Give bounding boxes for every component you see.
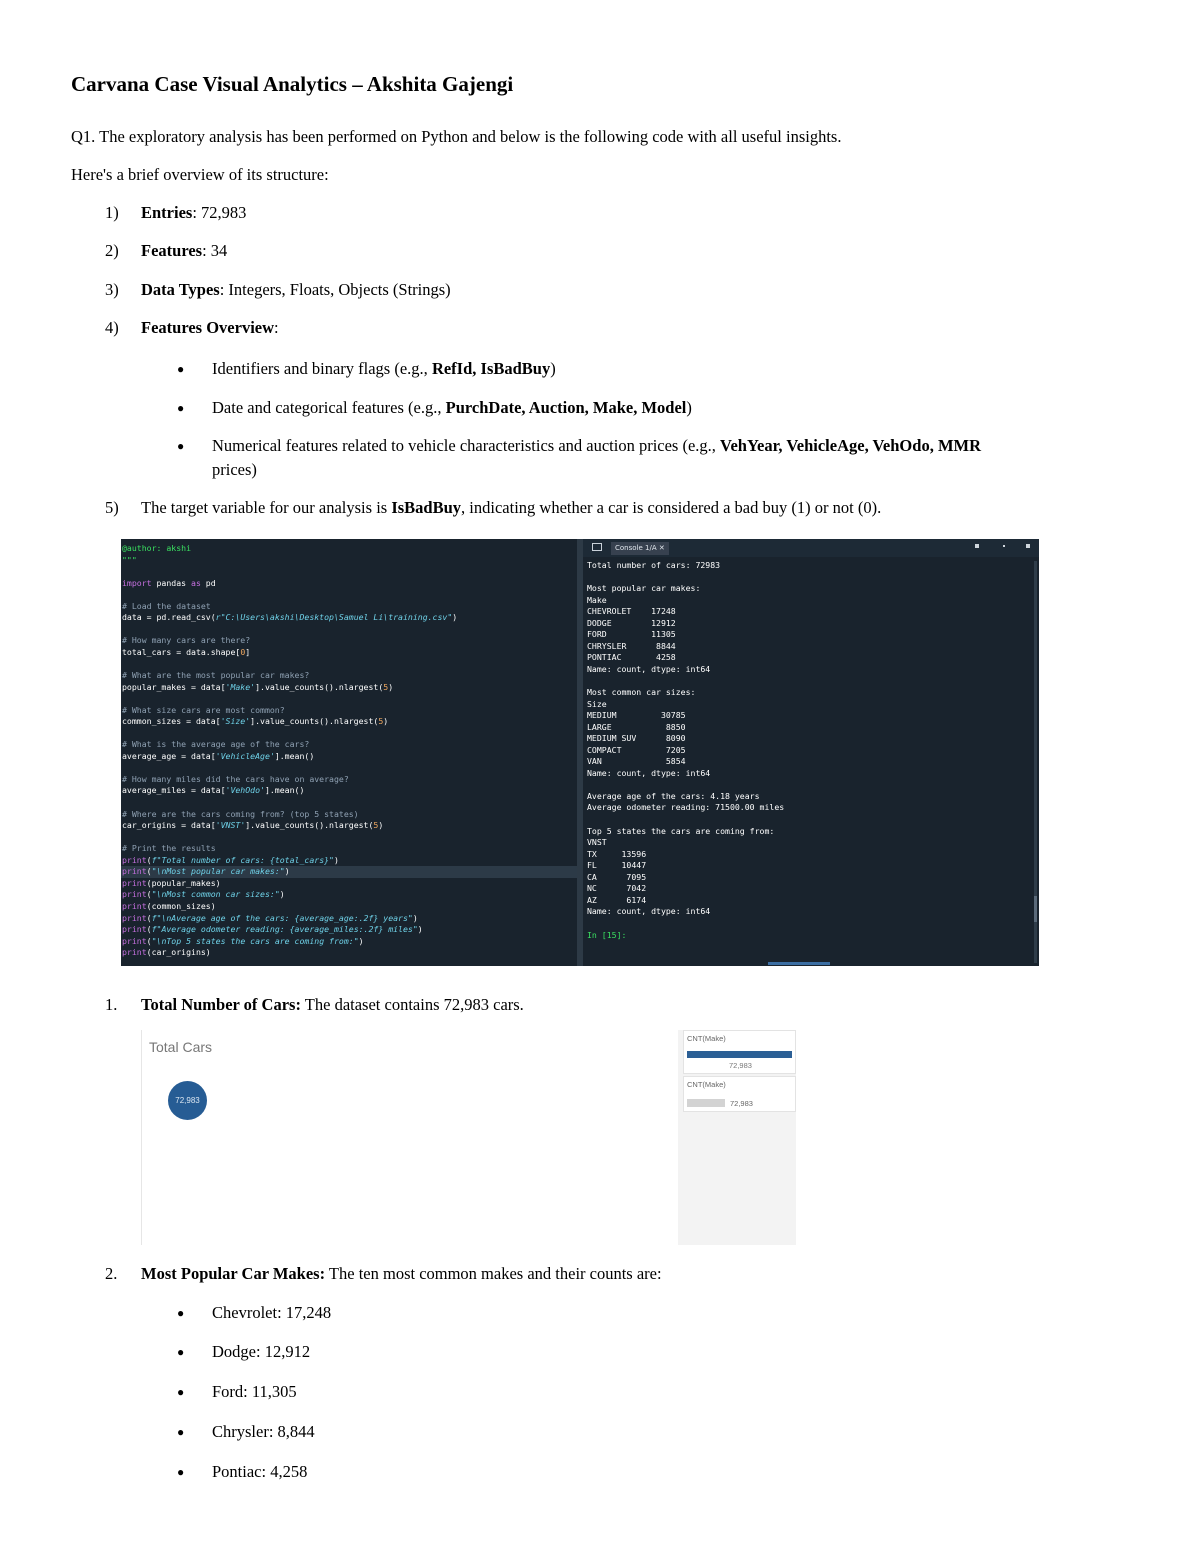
card-value: 72,983 <box>729 1061 752 1070</box>
list-number: 2. <box>105 1264 118 1283</box>
code-line[interactable]: average_age = data['VehicleAge'].mean() <box>122 750 315 761</box>
console-line: TX 13596 <box>587 848 647 859</box>
code-line[interactable]: # How many miles did the cars have on average? <box>122 773 349 784</box>
code-line[interactable] <box>121 589 577 601</box>
list-text: : <box>274 318 279 337</box>
console-line: Top 5 states the cars are coming from: <box>587 825 775 836</box>
console-line: MEDIUM 30785 <box>587 710 686 721</box>
code-line[interactable]: # What is the average age of the cars? <box>122 739 310 750</box>
scrollbar-thumb[interactable] <box>1034 896 1037 922</box>
code-line[interactable] <box>121 566 577 578</box>
code-line[interactable] <box>121 762 577 774</box>
code-line[interactable]: print(f"Total number of cars: {total_cars}") <box>122 854 339 865</box>
bullet-text: Identifiers and binary flags (e.g., RefId, IsBadBuy) <box>212 359 556 378</box>
code-line[interactable]: car_origins = data['VNST'].value_counts().nlargest(5) <box>122 820 384 831</box>
console-line: CHRYSLER 8844 <box>587 640 676 651</box>
code-line[interactable]: average_miles = data['VehOdo'].mean() <box>122 785 305 796</box>
console-line: COMPACT 7205 <box>587 744 686 755</box>
list-number: 1. <box>105 995 118 1014</box>
console-tab[interactable]: Console 1/A ✕ <box>611 542 669 555</box>
make-item: Pontiac: 4,258 <box>212 1462 308 1481</box>
code-editor <box>121 539 577 966</box>
code-line[interactable]: print("\nMost popular car makes:") <box>121 866 577 878</box>
console-line: Size <box>587 698 607 709</box>
console-line <box>587 675 784 687</box>
code-line[interactable] <box>121 658 577 670</box>
list-text: : 72,983 <box>192 203 247 222</box>
code-screenshot <box>121 539 1039 966</box>
list-number: 5) <box>105 498 119 517</box>
console-line: DODGE 12912 <box>587 617 676 628</box>
console-line: VAN 5854 <box>587 756 686 767</box>
code-line[interactable]: print("\nTop 5 states the cars are coming from:") <box>122 935 364 946</box>
code-line[interactable]: popular_makes = data['Make'].value_counts().nlargest(5) <box>122 681 394 692</box>
console-output <box>587 560 784 941</box>
card-label: CNT(Make) <box>687 1034 726 1043</box>
make-item: Dodge: 12,912 <box>212 1342 311 1361</box>
list-number: 3) <box>105 280 119 299</box>
code-line[interactable]: print(car_origins) <box>122 947 211 958</box>
list-text: : 34 <box>202 241 228 260</box>
console-progress <box>768 962 830 965</box>
options-icon[interactable] <box>975 544 979 548</box>
menu-icon[interactable] <box>1026 544 1030 548</box>
code-line[interactable]: common_sizes = data['Size'].value_counts().nlargest(5) <box>122 716 389 727</box>
total-cars-chart <box>141 1030 679 1245</box>
console-line: VNST <box>587 837 607 848</box>
list-number: 4) <box>105 318 119 337</box>
bullet-dot: ● <box>177 362 185 376</box>
bullet-dot: ● <box>177 1465 185 1479</box>
bullet-text: Numerical features related to vehicle characteristics and auction prices (e.g., VehYear, VehicleAge, VehOdo, MMR <box>212 436 982 455</box>
count-bar <box>687 1051 792 1058</box>
ipython-console <box>583 539 1039 966</box>
console-line: AZ 6174 <box>587 894 647 905</box>
console-line: NC 7042 <box>587 883 647 894</box>
bullet-dot: ● <box>177 1385 185 1399</box>
summary-card <box>683 1076 796 1112</box>
q1-paragraph: Q1. The exploratory analysis has been performed on Python and below is the following code with all useful insights. <box>71 127 842 146</box>
summary-panel <box>678 1030 796 1245</box>
bullet-dot: ● <box>177 1306 185 1320</box>
total-cars-dashboard <box>141 1030 796 1245</box>
card-value: 72,983 <box>730 1099 753 1108</box>
code-line[interactable]: print("\nMost common car sizes:") <box>122 889 285 900</box>
bullet-dot: ● <box>177 439 185 453</box>
window-icon <box>592 543 602 551</box>
total-cars-circle[interactable]: 72,983 <box>168 1081 207 1120</box>
bullet-dot: ● <box>177 1425 185 1439</box>
console-line: Most common car sizes: <box>587 687 696 698</box>
code-line[interactable]: print(f"Average odometer reading: {average_miles:.2f} miles") <box>122 924 423 935</box>
code-line[interactable]: # What size cars are most common? <box>122 704 285 715</box>
list-number: 1) <box>105 203 119 222</box>
console-line: Name: count, dtype: int64 <box>587 663 711 674</box>
list-label: Features Overview <box>141 318 275 337</box>
code-line[interactable]: print(popular_makes) <box>122 877 221 888</box>
code-line[interactable] <box>121 624 577 636</box>
console-line: Name: count, dtype: int64 <box>587 906 711 917</box>
code-line[interactable]: @author: akshi <box>122 543 192 553</box>
bullet-text-continued: prices) <box>212 460 257 479</box>
code-line[interactable] <box>121 832 577 844</box>
list-label: Data Types <box>141 280 220 299</box>
console-line: CHEVROLET 17248 <box>587 606 676 617</box>
list-label: Features <box>141 241 203 260</box>
console-line: Average age of the cars: 4.18 years <box>587 790 760 801</box>
list-number: 2) <box>105 241 119 260</box>
chart-title: Total Cars <box>149 1039 213 1055</box>
code-line[interactable]: print(common_sizes) <box>122 900 216 911</box>
console-line: Make <box>587 594 607 605</box>
code-line[interactable]: # Print the results <box>122 843 216 854</box>
code-line[interactable] <box>121 797 577 809</box>
code-line[interactable]: total_cars = data.shape[0] <box>122 646 251 657</box>
bullet-dot: ● <box>177 401 185 415</box>
code-line[interactable]: # What are the most popular car makes? <box>122 670 310 681</box>
console-line: Average odometer reading: 71500.00 miles <box>587 802 785 813</box>
code-line[interactable]: # Where are the cars coming from? (top 5 states) <box>122 808 359 819</box>
console-line: LARGE 8850 <box>587 721 686 732</box>
code-line[interactable] <box>121 728 577 740</box>
make-item: Ford: 11,305 <box>212 1382 297 1401</box>
bullet-text: Date and categorical features (e.g., PurchDate, Auction, Make, Model) <box>212 398 692 417</box>
card-label: CNT(Make) <box>687 1080 726 1089</box>
console-line <box>587 814 784 826</box>
code-line[interactable]: print(f"\nAverage age of the cars: {average_age:.2f} years") <box>122 912 418 923</box>
console-line: In [15]: <box>587 929 627 940</box>
code-line[interactable]: """ <box>122 554 137 565</box>
console-line <box>587 918 784 930</box>
minimize-icon[interactable] <box>1003 545 1005 547</box>
overview-paragraph: Here's a brief overview of its structure: <box>71 165 329 184</box>
console-line: FORD 11305 <box>587 629 676 640</box>
code-line[interactable] <box>121 693 577 705</box>
code-line[interactable]: # How many cars are there? <box>122 635 251 646</box>
console-line: CA 7095 <box>587 871 647 882</box>
make-item: Chrysler: 8,844 <box>212 1422 315 1441</box>
console-line: FL 10447 <box>587 860 647 871</box>
console-line: MEDIUM SUV 8090 <box>587 733 686 744</box>
console-tab-bar <box>583 539 1039 557</box>
console-line: PONTIAC 4258 <box>587 652 676 663</box>
console-line: Total number of cars: 72983 <box>587 560 721 570</box>
console-line: Name: count, dtype: int64 <box>587 767 711 778</box>
code-line[interactable]: data = pd.read_csv(r"C:\Users\akshi\Desktop\Samuel Li\training.csv") <box>122 612 458 623</box>
bullet-dot: ● <box>177 1345 185 1359</box>
count-bar <box>687 1099 725 1107</box>
console-line <box>587 572 784 584</box>
list-label: Entries <box>141 203 193 222</box>
console-line: Most popular car makes: <box>587 583 701 594</box>
document-title: Carvana Case Visual Analytics – Akshita Gajengi <box>71 72 514 96</box>
console-line <box>587 779 784 791</box>
summary-card <box>683 1030 796 1074</box>
code-line[interactable]: # Load the dataset <box>122 600 211 611</box>
code-line[interactable]: import pandas as pd <box>122 577 216 588</box>
make-item: Chevrolet: 17,248 <box>212 1303 332 1322</box>
list-text: : Integers, Floats, Objects (Strings) <box>219 280 451 299</box>
